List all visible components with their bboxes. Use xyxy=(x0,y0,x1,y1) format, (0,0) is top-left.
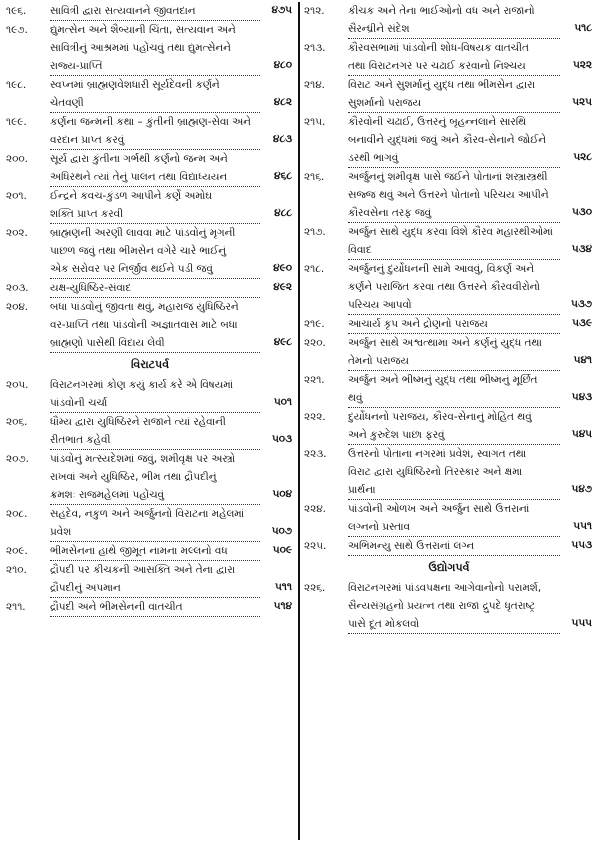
entry-number: ૧૯૯. xyxy=(6,116,27,128)
entry-title-line: દુર્યોધનનો પરાજય, કૌરવ-સેનાનું મોહિત થવું xyxy=(348,411,532,423)
entry-number: ૨૨૨. xyxy=(304,411,326,423)
entry-title xyxy=(348,334,560,371)
entry-page-number: ૫૦૩ xyxy=(271,433,292,445)
entry-title-line: કર્ણને પરાજિત કરવા તથા ઉત્તરને કૌરવવીરોનો xyxy=(348,281,541,293)
entry-title-line: ઉત્તરનો પોતાના નગરમાં પ્રવેશ, સ્વાગત તથા xyxy=(348,448,527,460)
toc-entry xyxy=(6,561,294,598)
toc-entry xyxy=(304,537,594,556)
left-entries-group-1 xyxy=(6,2,294,353)
toc-entry xyxy=(6,542,294,561)
entry-title-line: કૌરવોની ચઢાઈ, ઉત્તરનું બૃહન્નલાને સારથિ xyxy=(348,116,527,128)
entry-number: ૨૧૮. xyxy=(304,263,325,275)
entry-title-line: ક્રમશઃ રાજમહેલમાં પહોંચવું xyxy=(50,486,260,505)
entry-title-line: વિરાટનગરમાં કોણ કયું કાર્ય કરે એ વિષયમાં xyxy=(50,379,234,391)
entry-title-line: તેમનો પરાજય xyxy=(348,352,560,371)
toc-entry xyxy=(304,371,594,408)
entry-number: ૧૯૬. xyxy=(6,5,27,17)
entry-title-line: ધૌમ્ય દ્વારા યુધિષ્ઠિરને રાજાને ત્યાં રહેવાની xyxy=(50,416,226,428)
entry-page-number: ૫૪૩ xyxy=(571,391,592,403)
toc-entry xyxy=(6,376,294,413)
entry-page-number: ૫૫૧ xyxy=(573,520,592,532)
entry-page-number: ૫૦૯ xyxy=(272,544,292,556)
toc-entry xyxy=(304,260,594,315)
entry-title-line: ભીમસેનના હાથે જીમૂત નામના મલ્લનો વધ xyxy=(50,542,260,561)
entry-title-line: સજ્જ થવું અને ઉત્તરને પોતાનો પરિચય આપીને xyxy=(348,189,549,201)
entry-title xyxy=(348,260,560,315)
entry-title xyxy=(348,537,560,556)
entry-title-line: પાંડવોનું મત્સ્યદેશમાં જવું, શમીવૃક્ષ પર અસ્ત્રો xyxy=(50,453,236,465)
entry-page-number: ૫૧૪ xyxy=(273,600,292,612)
entry-page-number: ૫૨૫ xyxy=(572,96,592,108)
entry-title-line: વરદાન પ્રાપ્ત કરવું xyxy=(50,131,260,150)
entry-title xyxy=(50,505,260,542)
entry-title-line: શક્તિ પ્રાપ્ત કરવી xyxy=(50,205,260,224)
entry-page-number: ૫૧૮ xyxy=(574,22,592,34)
toc-entry xyxy=(304,223,594,260)
entry-title-line: પરિચય આપવો xyxy=(348,296,560,315)
entry-number: ૨૦૨. xyxy=(6,227,28,239)
entry-title-line: સૂર્ય દ્વારા કુંતીના ગર્ભથી કર્ણનો જન્મ અને xyxy=(50,153,228,165)
entry-title xyxy=(50,413,260,450)
entry-title-line: ચેતવણી xyxy=(50,94,260,113)
entry-title xyxy=(50,224,260,279)
entry-title xyxy=(50,450,260,505)
entry-number: ૨૦૭. xyxy=(6,453,29,465)
left-entries-group-2 xyxy=(6,376,294,617)
entry-number: ૨૨૪. xyxy=(304,503,326,515)
entry-page-number: ૫૨૮ xyxy=(573,151,592,163)
entry-page-number: ૪૮૩ xyxy=(272,133,292,145)
entry-number: ૨૧૩. xyxy=(304,42,326,54)
entry-title xyxy=(348,371,560,408)
entry-title xyxy=(50,561,260,598)
entry-page-number: ૪૮૦ xyxy=(273,59,292,71)
entry-number: ૨૧૦. xyxy=(6,564,27,576)
entry-title xyxy=(348,579,560,634)
entry-number: ૨૧૧. xyxy=(6,601,26,613)
toc-entry xyxy=(304,76,594,113)
entry-number: ૨૧૪. xyxy=(304,79,325,91)
entry-title xyxy=(348,76,560,113)
toc-entry xyxy=(304,408,594,445)
entry-title-line: પાંડવોની ઓળખ અને અર્જુન સાથે ઉત્તરાનાં xyxy=(348,503,530,515)
entry-title-line: પ્રાર્થના xyxy=(348,481,560,500)
entry-number: ૨૨૩. xyxy=(304,448,327,460)
entry-title xyxy=(50,187,260,224)
entry-page-number: ૫૩૯ xyxy=(572,317,592,329)
entry-title-line: દ્રૌપદી પર કીચકની આસક્તિ અને તેના દ્વારા xyxy=(50,564,236,576)
toc-entry xyxy=(6,598,294,617)
section-heading-udyoga-parva: ઉદ્યોગપર્વ xyxy=(428,561,470,574)
entry-title-line: વિરાટ દ્વારા યુધિષ્ઠિરનો તિરસ્કાર અને ક્ષમા xyxy=(348,466,523,478)
entry-title xyxy=(50,76,260,113)
entry-title-line: યક્ષ-યુધિષ્ઠિર-સંવાદ xyxy=(50,279,260,298)
entry-number: ૨૧૫. xyxy=(304,116,326,128)
entry-title-line: ડરથી ભાગવું xyxy=(348,149,560,168)
entry-title-line: વર-પ્રાપ્તિ તથા પાંડવોની અજ્ઞાતવાસ માટે બધા xyxy=(50,319,238,331)
entry-title xyxy=(348,39,560,76)
entry-page-number: ૪૮૮ xyxy=(274,207,292,219)
toc-entry xyxy=(6,150,294,187)
entry-title-line: સાવિત્રી દ્વારા સત્યવાનને જીવતદાન xyxy=(50,2,260,21)
entry-title-line: વિવાદ xyxy=(348,241,560,260)
entry-title-line: રીતભાત કહેવી xyxy=(50,431,260,450)
entry-number: ૨૦૪. xyxy=(6,301,29,313)
entry-title-line: સૈરન્ધ્રીને સંદેશ xyxy=(348,20,560,39)
entry-title-line: થવું xyxy=(348,389,560,408)
entry-title xyxy=(50,113,260,150)
right-entries-group-2 xyxy=(304,579,594,634)
entry-page-number: ૫૪૫ xyxy=(571,428,592,440)
toc-entry xyxy=(6,21,294,76)
toc-right-column xyxy=(304,2,594,840)
entry-title xyxy=(50,298,260,353)
entry-page-number: ૫૫૫ xyxy=(571,617,592,629)
entry-number: ૨૦૫. xyxy=(6,379,29,391)
toc-left-column xyxy=(6,2,294,840)
entry-page-number: ૫૪૧ xyxy=(573,354,592,366)
entry-title-line: અભિમન્યુ સાથે ઉત્તરાનાં લગ્ન xyxy=(348,537,560,556)
entry-title xyxy=(50,376,260,413)
entry-title-line: ઈન્દ્રને કવચ-કુંડળ આપીને કર્ણે અમોઘ xyxy=(50,190,213,202)
entry-title-line: સહદેવ, નકુળ અને અર્જુનનો વિરાટના મહેલમાં xyxy=(50,508,245,520)
entry-number: ૨૦૯. xyxy=(6,545,28,557)
entry-title xyxy=(348,113,560,168)
entry-page-number: ૪૭૫ xyxy=(271,4,292,16)
entry-title-line: સ્વપ્નમાં બ્રાહ્મણવેશધારી સૂર્યદેવની કર્ણને xyxy=(50,79,220,91)
entry-title-line: રાજ્ય-પ્રાપ્તિ xyxy=(50,57,260,76)
toc-entry xyxy=(6,2,294,21)
entry-number: ૧૯૮. xyxy=(6,79,27,91)
entry-page-number: ૫૦૭ xyxy=(271,525,292,537)
entry-title-line: અને કુરુદેશ પાછા ફરવું xyxy=(348,426,560,445)
entry-page-number: ૪૬૮ xyxy=(274,170,292,182)
entry-title-line: દ્રૌપદીનું અપમાન xyxy=(50,579,260,598)
entry-page-number: ૪૯૮ xyxy=(273,336,292,348)
entry-title-line: વિરાટ અને સુશર્માનું યુદ્ધ તથા ભીમસેન દ્વારા xyxy=(348,79,536,91)
toc-entry xyxy=(6,113,294,150)
entry-title-line: કૌરવસેના તરફ જવું xyxy=(348,204,560,223)
entry-title-line: અર્જુનનું શમીવૃક્ષ પાસે જઈને પોતાનાં શસ્ત્રાસ્ત્રથી xyxy=(348,171,548,183)
entry-page-number: ૫૩૭ xyxy=(571,298,592,310)
entry-page-number: ૫૩૦ xyxy=(571,206,592,218)
entry-title-line: વિરાટનગરમાં પાંડવપક્ષના આગેવાનોનો પરામર્શ, xyxy=(348,582,542,594)
toc-entry xyxy=(304,315,594,334)
entry-title-line: કર્ણના જન્મની કથા – કુંતીની બ્રાહ્મણ-સેવા અને xyxy=(50,116,251,128)
entry-title xyxy=(348,445,560,500)
entry-title-line: કૌરવસભામાં પાંડવોની શોધ-વિષયક વાતચીત xyxy=(348,42,529,54)
entry-title xyxy=(50,21,260,76)
entry-title-line: દ્યુમત્સેન અને શૈબ્યાની ચિંતા, સત્યવાન અને xyxy=(50,24,236,36)
entry-title xyxy=(50,2,260,21)
entry-number: ૨૧૬. xyxy=(304,171,325,183)
entry-number: ૨૨૦. xyxy=(304,337,326,349)
entry-title xyxy=(348,315,560,334)
entry-page-number: ૫૧૧ xyxy=(274,581,292,593)
entry-title-line: પાંડવોની ચર્ચા xyxy=(50,394,260,413)
toc-entry xyxy=(304,113,594,168)
toc-entry xyxy=(304,39,594,76)
entry-title-line: આચાર્ય કૃપ અને દ્રોણનો પરાજય xyxy=(348,315,560,334)
column-divider xyxy=(298,2,300,840)
section-heading-virata-parva: વિરાટપર્વ xyxy=(130,358,170,371)
entry-number: ૨૧૨. xyxy=(304,5,325,17)
entry-title xyxy=(50,279,260,298)
toc-entry xyxy=(6,279,294,298)
entry-number: ૨૦૩. xyxy=(6,282,29,294)
entry-title xyxy=(348,168,560,223)
entry-title xyxy=(348,2,560,39)
entry-number: ૨૦૧. xyxy=(6,190,27,202)
toc-entry xyxy=(6,224,294,279)
entry-number: ૧૯૭. xyxy=(6,24,28,36)
entry-title-line: સુશર્માનો પરાજય xyxy=(348,94,560,113)
entry-title-line: સાવિત્રીનું આશ્રમમાં પહોંચવું તથા દ્યુમત્સેનને xyxy=(50,42,231,54)
toc-entry xyxy=(304,2,594,39)
entry-title-line: અધિરથને ત્યાં તેનું પાલન તથા વિદ્યાધ્યયન xyxy=(50,168,260,187)
toc-entry xyxy=(6,187,294,224)
entry-title-line: બધા પાંડવોનું જીવતા થવું, મહારાજ યુધિષ્ઠિરને xyxy=(50,301,239,313)
entry-number: ૨૨૧. xyxy=(304,374,325,386)
entry-number: ૨૦૦. xyxy=(6,153,28,165)
entry-title-line: એક સરોવર પર નિર્જીવ થઈને પડી જવું xyxy=(50,260,260,279)
entry-title-line: અર્જુન સાથે અશ્વત્થામા અને કર્ણનું યુદ્ધ તથા xyxy=(348,337,542,349)
toc-entry xyxy=(304,500,594,537)
entry-number: ૨૦૬. xyxy=(6,416,28,428)
entry-title-line: અર્જુન સાથે યુદ્ધ કરવા વિશે કૌરવ મહારથીઓમાં xyxy=(348,226,553,238)
entry-page-number: ૪૯૦ xyxy=(273,262,292,274)
entry-number: ૨૧૯. xyxy=(304,318,325,330)
toc-entry xyxy=(6,450,294,505)
entry-page-number: ૫૩૪ xyxy=(571,243,592,255)
entry-page-number: ૫૪૭ xyxy=(571,483,592,495)
entry-title-line: અર્જુન અને ભીષ્મનું યુદ્ધ તથા ભીષ્મનું મૂર્છિત xyxy=(348,374,538,386)
entry-number: ૨૦૮. xyxy=(6,508,28,520)
entry-page-number: ૪૮૨ xyxy=(273,96,292,108)
right-entries-group-1 xyxy=(304,2,594,556)
toc-entry xyxy=(6,413,294,450)
toc-entry xyxy=(304,579,594,634)
entry-title-line: તથા વિરાટનગર પર ચઢાઈ કરવાનો નિશ્ચય xyxy=(348,57,560,76)
entry-title-line: દ્રૌપદી અને ભીમસેનની વાતચીત xyxy=(50,598,260,617)
entry-title xyxy=(348,223,560,260)
entry-title xyxy=(50,150,260,187)
toc-entry xyxy=(304,334,594,371)
toc-entry xyxy=(304,445,594,500)
entry-title xyxy=(50,598,260,617)
entry-title-line: બનાવીને યુદ્ધમાં જવું અને કૌરવ-સેનાને જોઈને xyxy=(348,134,547,146)
entry-title-line: પાસે દૂત મોકલવો xyxy=(348,615,560,634)
entry-title-line: કીચક અને તેના ભાઈઓનો વધ અને રાજાનો xyxy=(348,5,535,17)
entry-title-line: પ્રવેશ xyxy=(50,523,260,542)
entry-page-number: ૫૦૧ xyxy=(273,396,292,408)
toc-entry xyxy=(6,76,294,113)
entry-page-number: ૪૯૨ xyxy=(273,281,292,293)
entry-title-line: સૈન્યસંગ્રહનો પ્રયત્ન તથા રાજા દ્રુપદે ધૃતરાષ્ટ્ર xyxy=(348,600,536,612)
entry-title-line: અર્જુનનું દુર્યોધનની સામે આવવું, વિકર્ણ અને xyxy=(348,263,534,275)
entry-title-line: બ્રાહ્મણની અરણી લાવવા માટે પાંડવોનું મૃગની xyxy=(50,227,236,239)
entry-number: ૨૧૭. xyxy=(304,226,326,238)
toc-entry xyxy=(6,298,294,353)
entry-number: ૨૨૬. xyxy=(304,582,326,594)
toc-entry xyxy=(304,168,594,223)
entry-page-number: ૫૨૨ xyxy=(572,59,592,71)
entry-title-line: પાછળ જવું તથા ભીમસેન વગેરે ચારે ભાઈનું xyxy=(50,245,227,257)
entry-title xyxy=(50,542,260,561)
entry-title-line: રાખવાં અને યુધિષ્ઠિર, ભીમ તથા દ્રૌપદીનું xyxy=(50,471,217,483)
entry-title-line: લગ્નનો પ્રસ્તાવ xyxy=(348,518,560,537)
entry-title xyxy=(348,408,560,445)
entry-title-line: બ્રાહ્મણો પાસેથી વિદાય લેવી xyxy=(50,334,260,353)
entry-page-number: ૫૦૪ xyxy=(272,488,292,500)
entry-title xyxy=(348,500,560,537)
entry-number: ૨૨૫. xyxy=(304,540,327,552)
entry-page-number: ૫૫૩ xyxy=(571,539,592,551)
toc-entry xyxy=(6,505,294,542)
